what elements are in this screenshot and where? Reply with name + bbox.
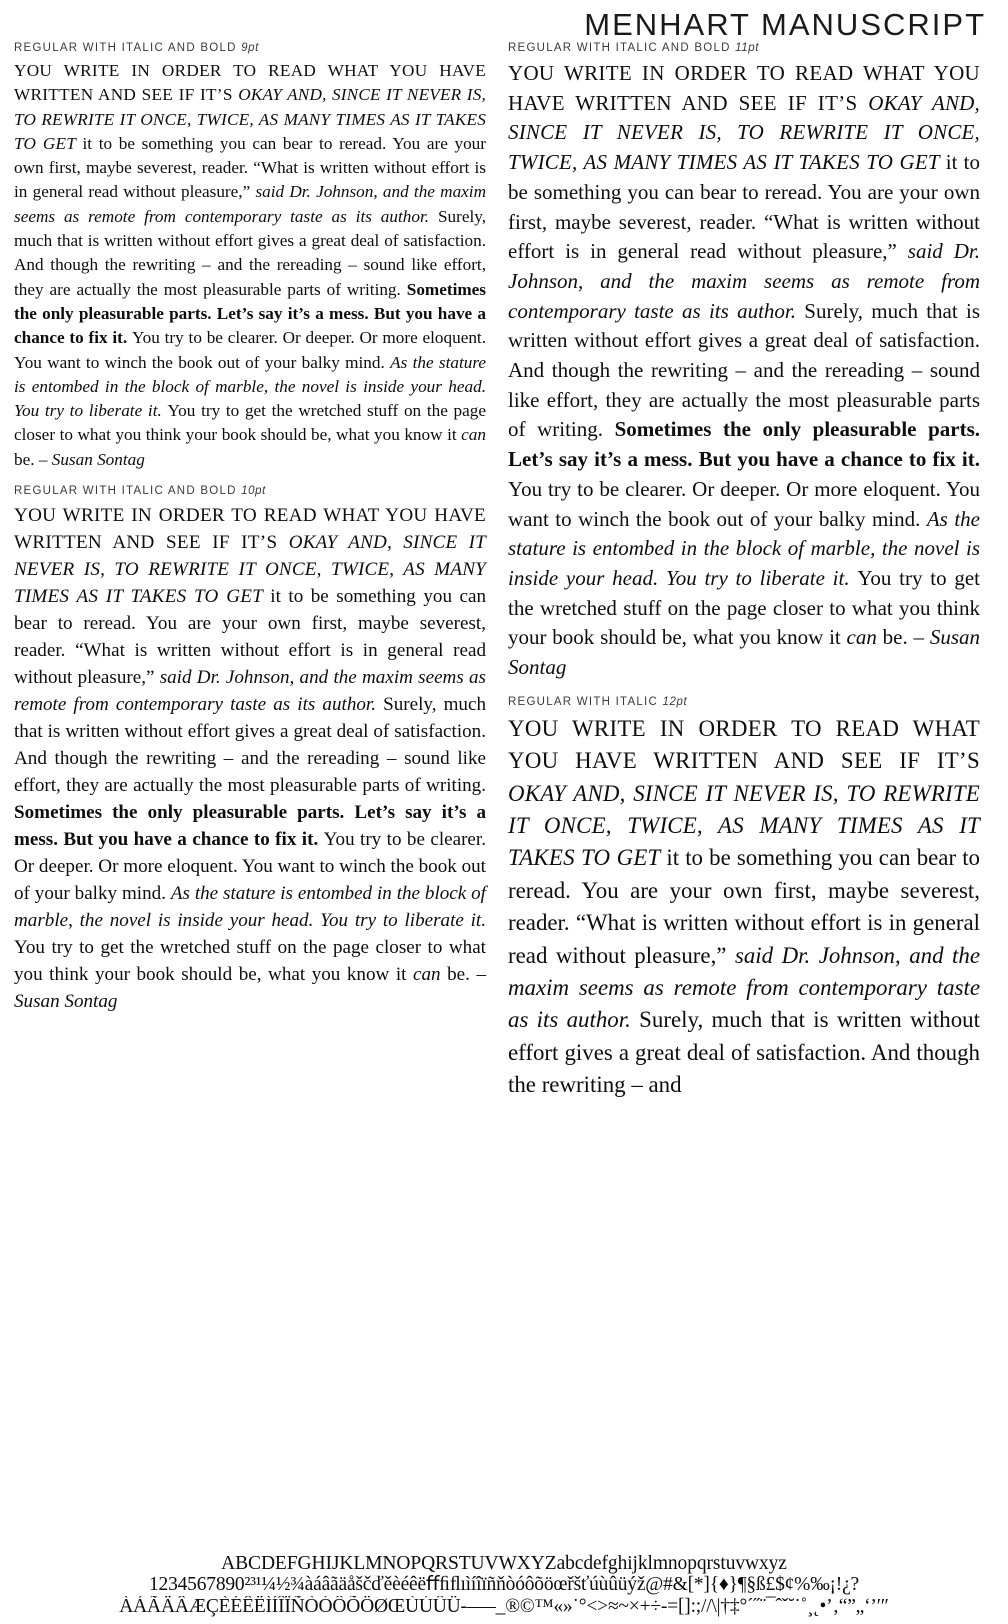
left-column xyxy=(14,42,486,1015)
glyph-row-numerals-accents: 1234567890²³¹¼½¾àáâãäåščďěèéêëﬀﬁﬂıìíîïñňòóôõöœřšťúùûüýž@#&[*]{♦}¶§ß£$¢%‰¡!¿? xyxy=(148,1574,860,1596)
specimen-body-5: be. – xyxy=(876,625,930,650)
specimen-body-2: Surely, much that is written without effort gives a great deal of satisfaction. And though the rewriting – and the rereading – sound like effort, they are actually the most pleasurable parts of writing. xyxy=(14,206,486,299)
style-label-9pt xyxy=(14,42,486,54)
character-set xyxy=(14,1553,994,1618)
style-label-text: REGULAR WITH ITALIC AND BOLD xyxy=(508,42,731,54)
specimen-body-truncated: Surely, much that is written without effort gives a great deal of satisfaction. And though the rewriting – and xyxy=(508,1007,980,1098)
specimen-body-4: You try to get the wretched stuff on the page closer to what you think your book should be, what you know it xyxy=(14,937,486,986)
specimen-body-1: it to be something you can bear to reread. You are your own first, maybe severest, reader. “What is written without effort is in general read without pleasure,” xyxy=(14,133,486,202)
specimen-attribution: Susan Sontag xyxy=(14,991,118,1013)
style-label-text: REGULAR WITH ITALIC AND BOLD xyxy=(14,42,237,54)
specimen-italic-1: said Dr. Johnson, and the maxim seems as remote from contemporary taste as its author. xyxy=(508,942,980,1033)
style-label-size: 9pt xyxy=(241,42,259,54)
style-label-11pt xyxy=(508,42,980,54)
specimen-caps-italic: OKAY AND, SINCE IT NEVER IS, TO REWRITE IT ONCE, TWICE, AS MANY TIMES AS IT TAKES TO GET xyxy=(508,90,980,175)
style-label-12pt xyxy=(508,696,980,708)
specimen-caps-roman: YOU WRITE IN ORDER TO READ WHAT YOU HAVE WRITTEN AND SEE IF IT’S xyxy=(14,505,486,554)
specimen-body-1: it to be something you can bear to reread. You are your own first, maybe severest, reader. “What is written without effort is in general read without pleasure,” xyxy=(508,150,980,264)
specimen-bold-1: Sometimes the only pleasurable parts. Let’s say it’s a mess. But you have a chance to fix it. xyxy=(508,417,980,472)
specimen-body-3: You try to be clearer. Or deeper. Or more eloquent. You want to winch the book out of your balky mind. xyxy=(14,328,486,372)
specimen-italic-3: can xyxy=(413,964,441,986)
specimen-block-12pt xyxy=(508,713,980,1102)
style-label-size: 10pt xyxy=(241,485,266,498)
specimen-block-11pt xyxy=(508,59,980,683)
specimen-body-3: You try to be clearer. Or deeper. Or more eloquent. You want to winch the book out of your balky mind. xyxy=(14,829,486,905)
style-label-size: 12pt xyxy=(662,695,688,708)
specimen-italic-3: can xyxy=(461,425,486,445)
specimen-caps-italic: OKAY AND, SINCE IT NEVER IS, TO REWRITE IT ONCE, TWICE, AS MANY TIMES AS IT TAKES TO GET xyxy=(508,780,980,871)
specimen-body-1: it to be something you can bear to reread. You are your own first, maybe severest, reader. “What is written without effort is in general read without pleasure,” xyxy=(508,845,981,968)
specimen-body-4: You try to get the wretched stuff on the page closer to what you think your book should be, what you know it xyxy=(14,401,486,445)
specimen-bold-1: Sometimes the only pleasurable parts. Let’s say it’s a mess. But you have a chance to fix it. xyxy=(14,279,486,348)
style-label-10pt xyxy=(14,485,486,497)
specimen-italic-2: As the stature is entombed in the block of marble, the novel is inside your head. You try to liberate it. xyxy=(14,352,486,421)
specimen-body-2: Surely, much that is written without effort gives a great deal of satisfaction. And though the rewriting – and the rereading – sound like effort, they are actually the most pleasurable parts of writing. xyxy=(508,298,980,442)
specimen-bold-1: Sometimes the only pleasurable parts. Let’s say it’s a mess. But you have a chance to fix it. xyxy=(14,802,486,851)
specimen-body-1: it to be something you can bear to reread. You are your own first, maybe severest, reader. “What is written without effort is in general read without pleasure,” xyxy=(14,586,486,689)
specimen-block-10pt xyxy=(14,502,486,1015)
column-container xyxy=(14,42,994,1102)
glyph-row-caps-accents-punctuation: ÀÁÃÄÂÆÇÈÉÊËÌÍÎÏÑÒÓÔÕÖØŒÙÚÛÜ‐–—_®©™«»˙°<>≈~×+÷-=[]:;//\|†‡°´˝¨¯ˆˇ˘˙˚¸˛•’‚“”„‘’′″ xyxy=(119,1596,889,1618)
specimen-italic-1: said Dr. Johnson, and the maxim seems as remote from contemporary taste as its author. xyxy=(14,667,486,716)
right-column xyxy=(508,42,980,1102)
style-label-text: REGULAR WITH ITALIC AND BOLD xyxy=(14,485,237,498)
specimen-italic-1: said Dr. Johnson, and the maxim seems as remote from contemporary taste as its author. xyxy=(14,182,486,226)
specimen-attribution: Susan Sontag xyxy=(51,449,145,469)
specimen-body-3: You try to be clearer. Or deeper. Or more eloquent. You want to winch the book out of your balky mind. xyxy=(508,476,980,531)
specimen-attribution: Susan Sontag xyxy=(508,625,980,680)
style-label-size: 11pt xyxy=(735,42,760,54)
specimen-body-4: You try to get the wretched stuff on the page closer to what you think your book should be, what you know it xyxy=(508,565,980,650)
specimen-body-2: Surely, much that is written without effort gives a great deal of satisfaction. And though the rewriting – and the rereading – sound like effort, they are actually the most pleasurable parts of writing. xyxy=(14,694,486,797)
specimen-caps-italic: OKAY AND, SINCE IT NEVER IS, TO REWRITE IT ONCE, TWICE, AS MANY TIMES AS IT TAKES TO GET xyxy=(14,532,486,608)
specimen-italic-3: can xyxy=(846,625,877,650)
specimen-caps-roman: YOU WRITE IN ORDER TO READ WHAT YOU HAVE WRITTEN AND SEE IF IT’S xyxy=(14,61,486,105)
specimen-block-9pt xyxy=(14,59,486,472)
specimen-body-5: be. – xyxy=(440,964,487,986)
specimen-italic-2: As the stature is entombed in the block of marble, the novel is inside your head. You try to liberate it. xyxy=(508,506,980,590)
masthead xyxy=(14,8,994,42)
page-title: MENHART MANUSCRIPT xyxy=(584,7,986,42)
specimen-caps-roman: YOU WRITE IN ORDER TO READ WHAT YOU HAVE WRITTEN AND SEE IF IT’S xyxy=(508,715,980,774)
specimen-body-5: be. – xyxy=(14,449,52,469)
specimen-italic-2: As the stature is entombed in the block of marble, the novel is inside your head. You try to liberate it. xyxy=(14,883,486,932)
style-label-text: REGULAR WITH ITALIC xyxy=(508,695,659,708)
glyph-row-alphabet: ABCDEFGHIJKLMNOPQRSTUVWXYZabcdefghijklmnopqrstuvwxyz xyxy=(221,1552,787,1574)
specimen-caps-italic: OKAY AND, SINCE IT NEVER IS, TO REWRITE IT ONCE, TWICE, AS MANY TIMES AS IT TAKES TO GET xyxy=(14,85,486,153)
specimen-italic-1: said Dr. Johnson, and the maxim seems as remote from contemporary taste as its author. xyxy=(508,239,980,323)
specimen-caps-roman: YOU WRITE IN ORDER TO READ WHAT YOU HAVE WRITTEN AND SEE IF IT’S xyxy=(508,61,980,115)
